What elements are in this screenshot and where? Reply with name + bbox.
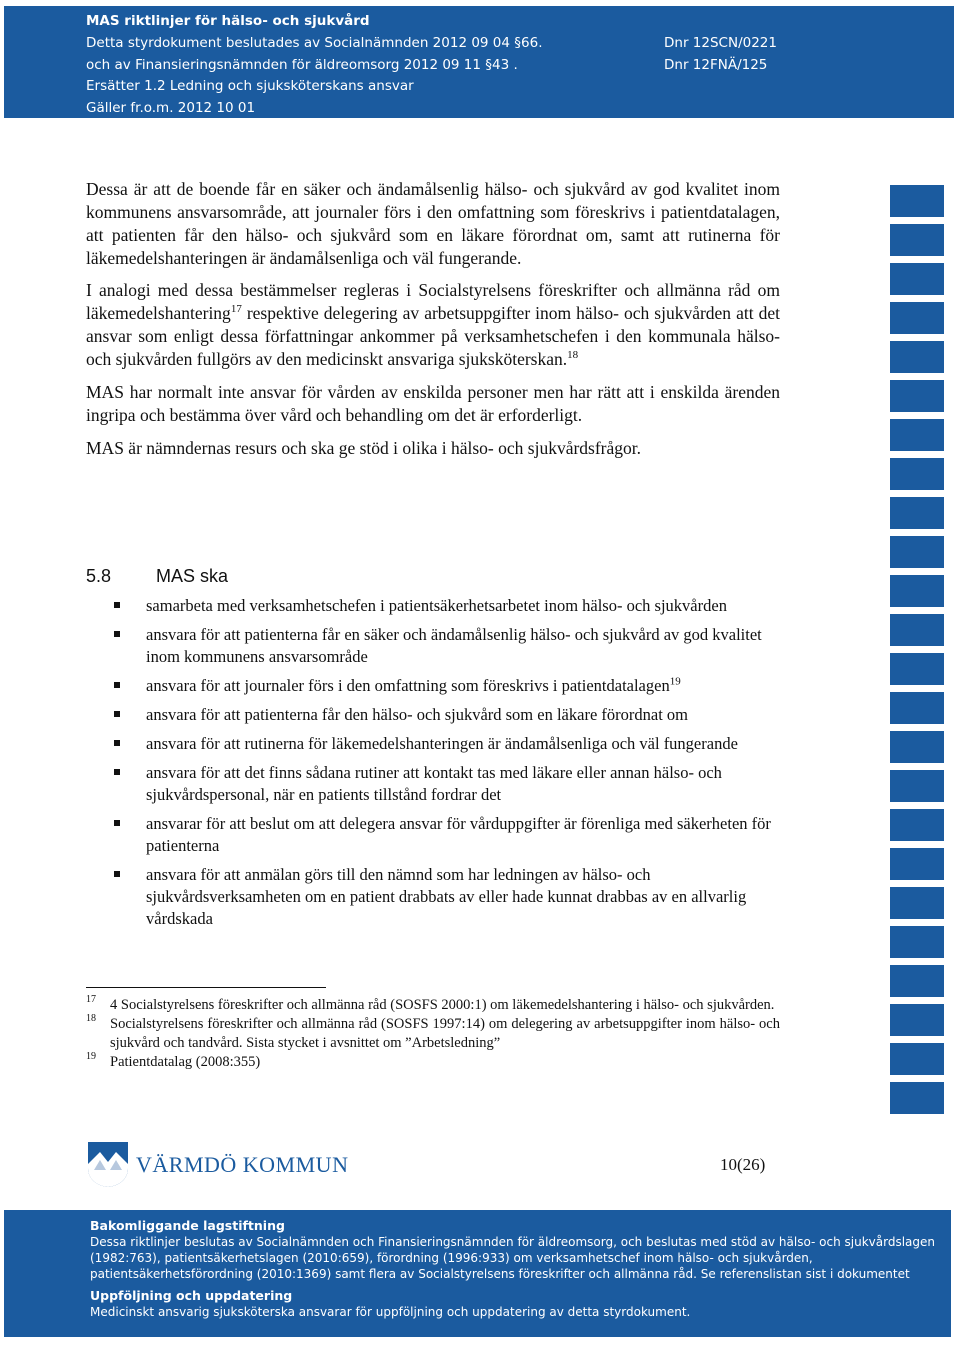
document-footer xyxy=(4,1210,951,1337)
document-header xyxy=(4,6,954,118)
footnote-ref-19: 19 xyxy=(669,675,681,688)
footnotes xyxy=(86,996,780,1072)
list-item: samarbeta med verksamhetschefen i patientsäkerhetsarbetet inom hälso- och sjukvården xyxy=(114,595,784,617)
bullet-square-icon xyxy=(114,602,120,608)
decorative-sidebar-blocks xyxy=(890,185,944,1121)
paragraph-2 xyxy=(86,279,780,371)
bullet-square-icon xyxy=(114,740,120,746)
footnote-separator xyxy=(86,987,326,988)
header-decision-line: Detta styrdokument beslutades av Socialnämnden 2012 09 04 §66. xyxy=(86,35,543,51)
footnote-19: 19 Patientdatalag (2008:355) xyxy=(86,1051,261,1070)
varmdo-kommun-logo xyxy=(86,1140,349,1188)
header-replaces: Ersätter 1.2 Ledning och sjuksköterskans ansvar xyxy=(86,78,414,94)
footer-followup-text: Medicinskt ansvarig sjuksköterska ansvarar för uppföljning och uppdatering av detta styrdokument. xyxy=(90,1305,691,1319)
paragraph-4: MAS är nämndernas resurs och ska ge stöd i olika i hälso- och sjukvårdsfrågor. xyxy=(86,438,642,458)
list-item: ansvara för att patienterna får den hälso- och sjukvård som en läkare förordnat om xyxy=(114,704,784,726)
section-number: 5.8 xyxy=(86,566,112,586)
coat-of-arms-icon xyxy=(86,1140,130,1188)
paragraph-3: MAS har normalt inte ansvar för vården av enskilda personer men har rätt att i enskilda ärenden ingripa och bestämma över vård och behandling om det är erforderligt. xyxy=(86,382,780,425)
list-item: ansvara för att patienterna får en säker och ändamålsenlig hälso- och sjukvård av god kvalitet inom kommunens ansvarsområde xyxy=(114,624,784,668)
list-item: ansvara för att journaler förs i den omfattning som föreskrivs i patientdatalagen$^{19}$ xyxy=(114,675,784,697)
list-item: ansvara för att rutinerna för läkemedelshanteringen är ändamålsenliga och väl fungerande xyxy=(114,733,784,755)
bullet-square-icon xyxy=(114,769,120,775)
bullet-square-icon xyxy=(114,820,120,826)
page-number: 10(26) xyxy=(720,1155,766,1174)
responsibility-list xyxy=(114,595,784,930)
paragraph-1: Dessa är att de boende får en säker och ändamålsenlig hälso- och sjukvård av god kvalitet inom kommunens ansvarsområde, att journaler förs i den omfattning som föreskrivs i patientdatalagen, att patienten får den hälso- och sjukvård som en läkare förordnat om, samt att rutinerna för läkemedelshanteringen är ändamålsenliga och väl fungerande. xyxy=(86,179,780,268)
bullet-square-icon xyxy=(114,682,120,688)
header-valid-from: Gäller fr.o.m. 2012 10 01 xyxy=(86,100,256,116)
bullet-square-icon xyxy=(114,631,120,637)
section-title: MAS ska xyxy=(156,566,229,586)
footer-legislation-text: Dessa riktlinjer beslutas av Socialnämnden och Finansieringsnämnden för äldreomsorg, och beslutas med stöd av hälso- och sjukvårdslagen (1982:763), patientsäkerhetslagen (2010:659), förordning (1996:933) om verksamhetschef inom hälso- och sjukvården, patientsäkerhetsförordning (2010:1369) samt flera av Socialstyrelsens föreskrifter och allmänna råd. Se referenslistan sist i dokumentet xyxy=(90,1235,936,1281)
header-dnr-2: Dnr 12FNÄ/125 xyxy=(664,57,768,73)
footnote-17: 17 4 Socialstyrelsens föreskrifter och allmänna råd (SOSFS 2000:1) om läkemedelshantering i hälso- och sjukvården. xyxy=(86,994,775,1013)
paragraph-2-part-2: respektive delegering av arbetsuppgifter inom hälso- och sjukvården att det ansvar som enligt dessa författningar ankommer på verksamhetschefen i den kommunala hälso- och sjukvården fullgörs av den medicinskt ansvariga sjuksköterskan. xyxy=(86,303,780,369)
bullet-square-icon xyxy=(114,711,120,717)
body-content xyxy=(86,178,780,460)
footer-heading-followup: Uppföljning och uppdatering xyxy=(90,1288,293,1303)
paragraph-2-part-1: I analogi med dessa bestämmelser regleras i Socialstyrelsens föreskrifter och allmänna råd om läkemedelshantering xyxy=(86,280,780,323)
footnote-ref-17: 17 xyxy=(230,303,242,316)
footer-heading-legislation: Bakomliggande lagstiftning xyxy=(90,1218,285,1233)
bullet-square-icon xyxy=(114,871,120,877)
section-heading xyxy=(86,566,228,587)
list-item: ansvara för att det finns sådana rutiner att kontakt tas med läkare eller annan hälso- och sjukvårdspersonal, när en patients tillstånd fordrar det xyxy=(114,762,784,806)
logo-text: VÄRMDÖ KOMMUN xyxy=(136,1152,349,1177)
header-dnr-1: Dnr 12SCN/0221 xyxy=(664,35,777,51)
header-title: MAS riktlinjer för hälso- och sjukvård xyxy=(86,13,370,29)
footnote-ref-18: 18 xyxy=(567,349,579,362)
header-decision-line-2: och av Finansieringsnämnden för äldreomsorg 2012 09 11 §43 . xyxy=(86,57,518,73)
list-item: ansvarar för att beslut om att delegera ansvar för vårduppgifter är förenliga med säkerheten för patienterna xyxy=(114,813,784,857)
list-item: ansvara för att anmälan görs till den nämnd som har ledningen av hälso- och sjukvårdsverksamheten om en patient drabbats av eller hade kunnat drabbas av en allvarlig vårdskada xyxy=(114,864,784,930)
footnote-18: 18 Socialstyrelsens föreskrifter och allmänna råd (SOSFS 1997:14) om delegering av arbetsuppgifter inom hälso- och sjukvård och tandvård. Sista stycket i avsnittet om ”Arbetsledning” xyxy=(86,1013,780,1051)
